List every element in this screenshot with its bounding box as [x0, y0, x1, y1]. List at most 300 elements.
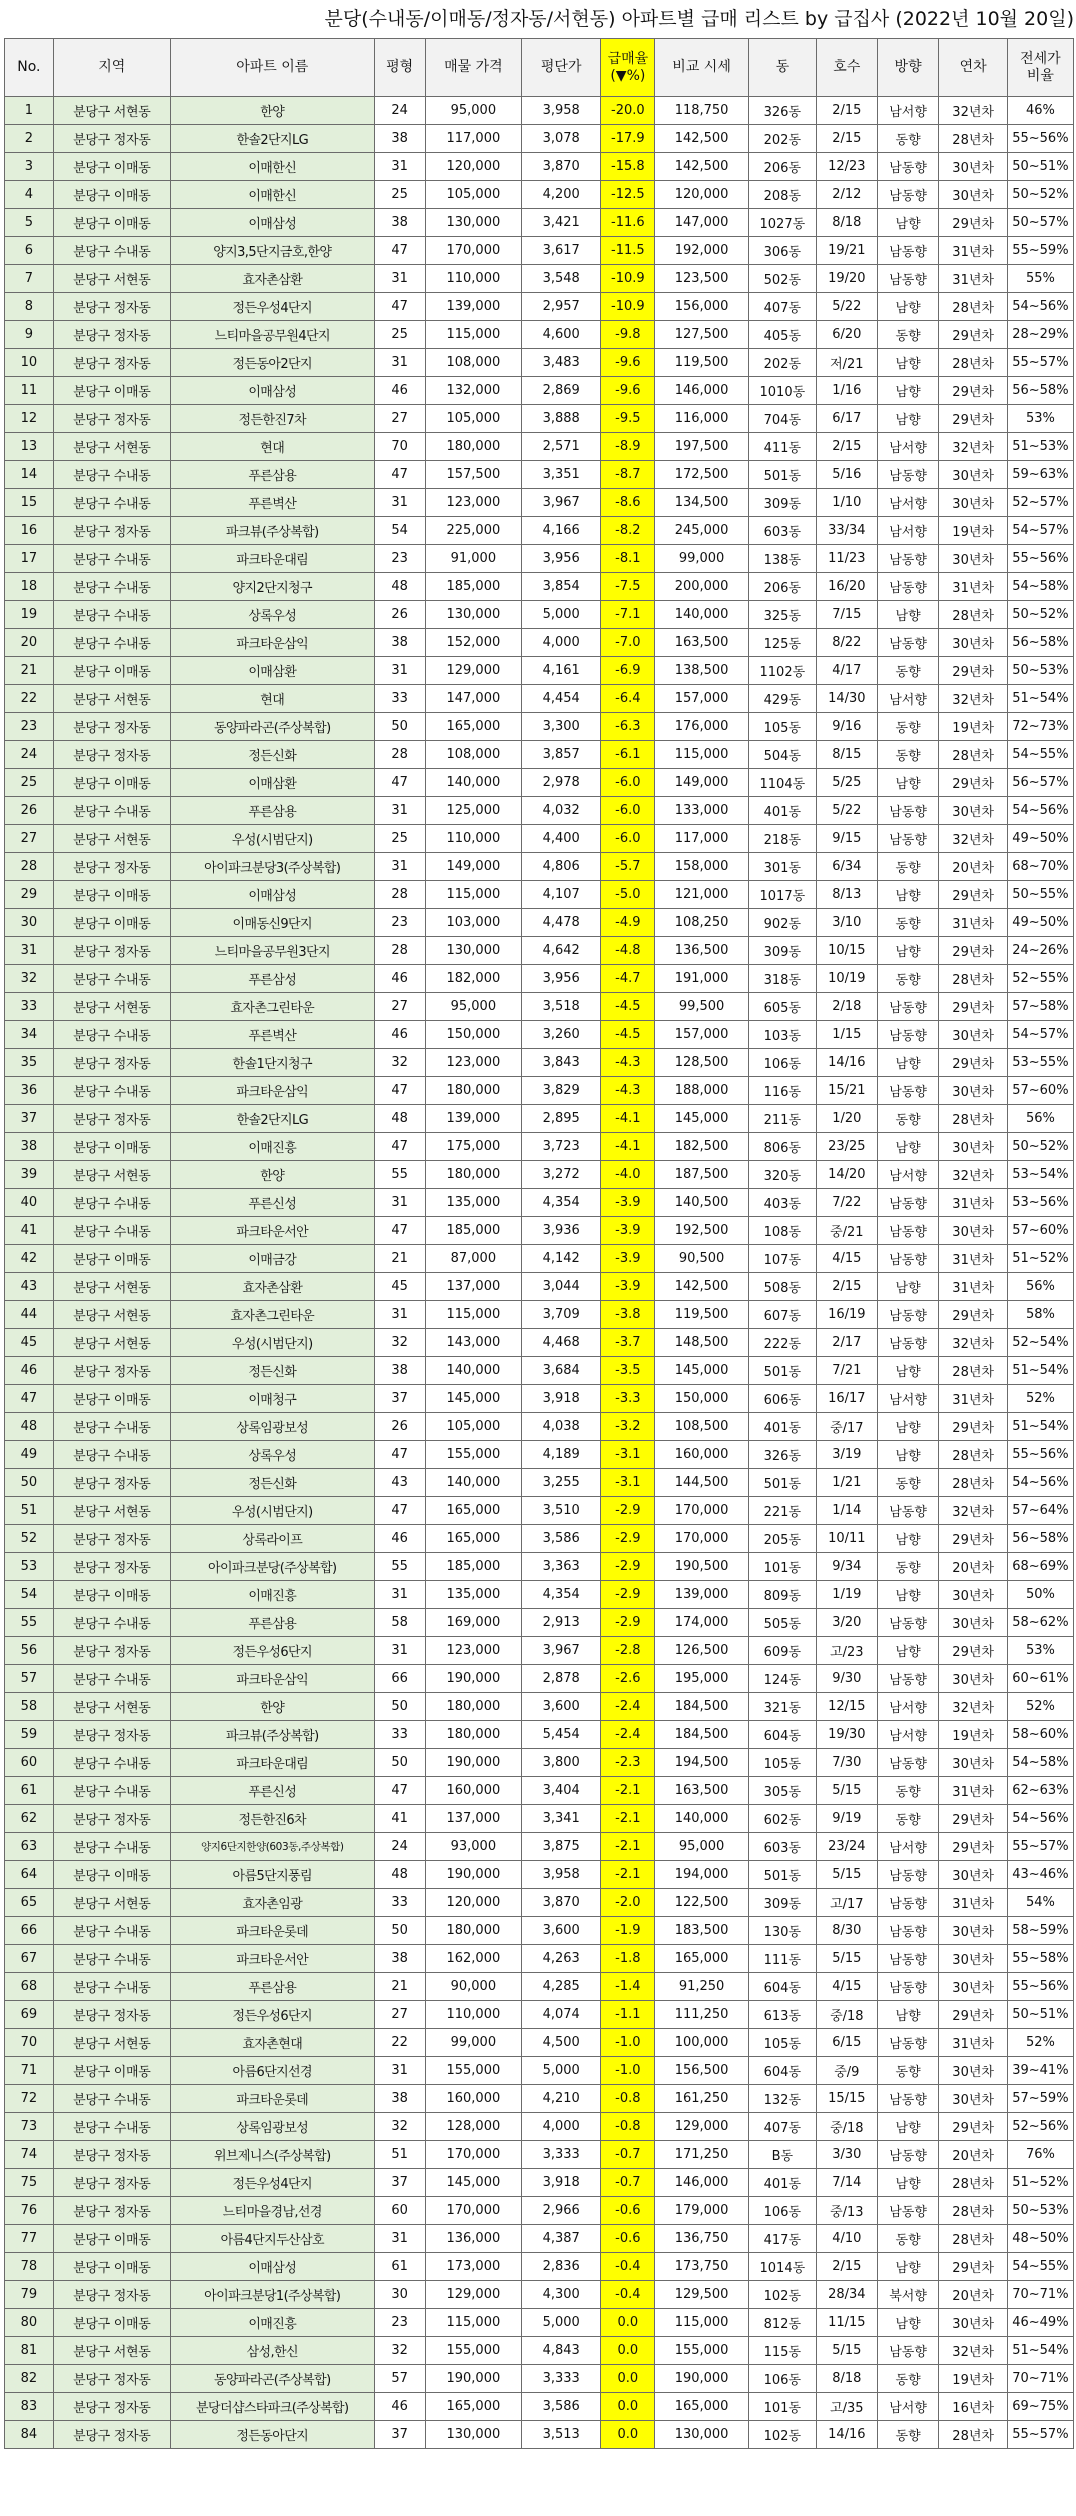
cell-pyeong: 31	[374, 2057, 425, 2085]
cell-discount-rate: -6.9	[601, 657, 655, 685]
table-row	[5, 1665, 1074, 1693]
cell-jeonse-ratio: 52%	[1007, 1385, 1073, 1413]
cell-price-per-pyeong: 4,500	[522, 2029, 601, 2057]
cell-price: 132,000	[425, 377, 521, 405]
cell-direction: 남동향	[877, 1329, 939, 1357]
cell-age: 31년차	[939, 573, 1007, 601]
cell-no: 24	[5, 741, 54, 769]
cell-apartment-name: 현대	[170, 685, 374, 713]
cell-building: 505동	[748, 1609, 816, 1637]
cell-building: 218동	[748, 825, 816, 853]
cell-market-price: 99,500	[655, 993, 748, 1021]
table-row	[5, 1833, 1074, 1861]
cell-discount-rate: -11.6	[601, 209, 655, 237]
cell-price: 180,000	[425, 1721, 521, 1749]
cell-apartment-name: 정든우성6단지	[170, 1637, 374, 1665]
cell-unit: 2/17	[816, 1329, 877, 1357]
cell-market-price: 155,000	[655, 2337, 748, 2365]
cell-building: 326동	[748, 1441, 816, 1469]
cell-direction: 남서향	[877, 1161, 939, 1189]
cell-price-per-pyeong: 3,483	[522, 349, 601, 377]
cell-discount-rate: -12.5	[601, 181, 655, 209]
cell-age: 30년차	[939, 153, 1007, 181]
cell-market-price: 129,000	[655, 2113, 748, 2141]
cell-no: 61	[5, 1777, 54, 1805]
cell-discount-rate: -2.4	[601, 1693, 655, 1721]
cell-jeonse-ratio: 50~55%	[1007, 881, 1073, 909]
cell-region: 분당구 정자동	[53, 1105, 170, 1133]
cell-discount-rate: -17.9	[601, 125, 655, 153]
cell-direction: 남동향	[877, 573, 939, 601]
cell-price-per-pyeong: 3,272	[522, 1161, 601, 1189]
cell-no: 72	[5, 2085, 54, 2113]
cell-apartment-name: 푸른삼용	[170, 1609, 374, 1637]
cell-apartment-name: 푸른벽산	[170, 1021, 374, 1049]
cell-direction: 남향	[877, 349, 939, 377]
cell-price: 147,000	[425, 685, 521, 713]
cell-market-price: 170,000	[655, 1497, 748, 1525]
cell-discount-rate: -2.1	[601, 1805, 655, 1833]
cell-building: 602동	[748, 1805, 816, 1833]
cell-market-price: 156,000	[655, 293, 748, 321]
cell-building: 211동	[748, 1105, 816, 1133]
cell-direction: 남서향	[877, 1693, 939, 1721]
cell-age: 32년차	[939, 2337, 1007, 2365]
cell-apartment-name: 파크타운삼익	[170, 1665, 374, 1693]
cell-price-per-pyeong: 3,078	[522, 125, 601, 153]
cell-region: 분당구 이매동	[53, 2057, 170, 2085]
cell-region: 분당구 정자동	[53, 1525, 170, 1553]
cell-region: 분당구 이매동	[53, 2309, 170, 2337]
cell-price-per-pyeong: 4,806	[522, 853, 601, 881]
cell-region: 분당구 이매동	[53, 181, 170, 209]
cell-region: 분당구 이매동	[53, 1581, 170, 1609]
cell-price-per-pyeong: 5,000	[522, 601, 601, 629]
table-row	[5, 1385, 1074, 1413]
cell-discount-rate: 0.0	[601, 2337, 655, 2365]
cell-age: 28년차	[939, 1441, 1007, 1469]
cell-discount-rate: -10.9	[601, 293, 655, 321]
table-row	[5, 1693, 1074, 1721]
cell-age: 30년차	[939, 1133, 1007, 1161]
cell-price-per-pyeong: 4,600	[522, 321, 601, 349]
cell-region: 분당구 정자동	[53, 713, 170, 741]
cell-apartment-name: 이매한신	[170, 181, 374, 209]
cell-building: 508동	[748, 1273, 816, 1301]
table-row	[5, 881, 1074, 909]
cell-price-per-pyeong: 2,869	[522, 377, 601, 405]
cell-unit: 5/15	[816, 1777, 877, 1805]
header-apartment-name: 아파트 이름	[170, 39, 374, 97]
cell-age: 30년차	[939, 181, 1007, 209]
cell-discount-rate: -1.1	[601, 2001, 655, 2029]
cell-age: 29년차	[939, 881, 1007, 909]
cell-market-price: 190,000	[655, 2365, 748, 2393]
cell-direction: 남동향	[877, 1889, 939, 1917]
cell-building: 222동	[748, 1329, 816, 1357]
cell-jeonse-ratio: 53%	[1007, 1637, 1073, 1665]
cell-unit: 2/15	[816, 1273, 877, 1301]
cell-age: 30년차	[939, 1973, 1007, 2001]
cell-pyeong: 23	[374, 2309, 425, 2337]
cell-market-price: 172,500	[655, 461, 748, 489]
cell-price-per-pyeong: 4,263	[522, 1945, 601, 1973]
cell-region: 분당구 서현동	[53, 685, 170, 713]
cell-age: 28년차	[939, 965, 1007, 993]
cell-pyeong: 27	[374, 405, 425, 433]
cell-jeonse-ratio: 50~53%	[1007, 2197, 1073, 2225]
cell-region: 분당구 수내동	[53, 797, 170, 825]
cell-building: 401동	[748, 2169, 816, 2197]
table-row	[5, 1217, 1074, 1245]
table-row	[5, 349, 1074, 377]
cell-discount-rate: -15.8	[601, 153, 655, 181]
cell-building: 301동	[748, 853, 816, 881]
cell-region: 분당구 수내동	[53, 237, 170, 265]
cell-age: 30년차	[939, 797, 1007, 825]
cell-unit: 2/15	[816, 2253, 877, 2281]
cell-discount-rate: -2.9	[601, 1525, 655, 1553]
cell-market-price: 149,000	[655, 769, 748, 797]
cell-price: 150,000	[425, 1021, 521, 1049]
cell-building: 606동	[748, 1385, 816, 1413]
cell-market-price: 176,000	[655, 713, 748, 741]
cell-no: 18	[5, 573, 54, 601]
cell-market-price: 158,000	[655, 853, 748, 881]
cell-market-price: 127,500	[655, 321, 748, 349]
cell-unit: 2/12	[816, 181, 877, 209]
cell-age: 32년차	[939, 1329, 1007, 1357]
cell-discount-rate: -20.0	[601, 97, 655, 125]
cell-pyeong: 37	[374, 1385, 425, 1413]
cell-region: 분당구 수내동	[53, 1077, 170, 1105]
cell-building: 411동	[748, 433, 816, 461]
cell-unit: 10/15	[816, 937, 877, 965]
cell-no: 2	[5, 125, 54, 153]
cell-no: 4	[5, 181, 54, 209]
cell-pyeong: 47	[374, 769, 425, 797]
table-row	[5, 965, 1074, 993]
cell-unit: 5/15	[816, 2337, 877, 2365]
cell-market-price: 195,000	[655, 1665, 748, 1693]
cell-price-per-pyeong: 3,888	[522, 405, 601, 433]
cell-market-price: 123,500	[655, 265, 748, 293]
cell-discount-rate: -8.6	[601, 489, 655, 517]
cell-direction: 남향	[877, 209, 939, 237]
cell-pyeong: 24	[374, 97, 425, 125]
cell-direction: 남동향	[877, 797, 939, 825]
cell-price: 165,000	[425, 713, 521, 741]
cell-price: 140,000	[425, 1357, 521, 1385]
cell-unit: 2/15	[816, 433, 877, 461]
cell-price: 140,000	[425, 769, 521, 797]
cell-unit: 7/30	[816, 1749, 877, 1777]
cell-direction: 남향	[877, 937, 939, 965]
cell-region: 분당구 수내동	[53, 1021, 170, 1049]
cell-age: 30년차	[939, 1749, 1007, 1777]
cell-price: 185,000	[425, 573, 521, 601]
cell-building: 111동	[748, 1945, 816, 1973]
table-row	[5, 461, 1074, 489]
cell-price: 130,000	[425, 2421, 521, 2449]
cell-discount-rate: -3.1	[601, 1441, 655, 1469]
cell-region: 분당구 서현동	[53, 1693, 170, 1721]
header-jeonse-ratio: 전세가 비율	[1007, 39, 1073, 97]
cell-price-per-pyeong: 4,478	[522, 909, 601, 937]
cell-market-price: 184,500	[655, 1721, 748, 1749]
cell-jeonse-ratio: 50~57%	[1007, 209, 1073, 237]
cell-age: 30년차	[939, 545, 1007, 573]
cell-discount-rate: -0.4	[601, 2281, 655, 2309]
cell-pyeong: 58	[374, 1609, 425, 1637]
cell-discount-rate: -8.7	[601, 461, 655, 489]
cell-region: 분당구 정자동	[53, 1637, 170, 1665]
cell-discount-rate: -3.3	[601, 1385, 655, 1413]
cell-age: 32년차	[939, 825, 1007, 853]
cell-price: 140,000	[425, 1469, 521, 1497]
cell-jeonse-ratio: 53~55%	[1007, 1049, 1073, 1077]
cell-apartment-name: 정든신화	[170, 1357, 374, 1385]
cell-price: 137,000	[425, 1805, 521, 1833]
cell-price-per-pyeong: 4,000	[522, 2113, 601, 2141]
cell-pyeong: 46	[374, 1525, 425, 1553]
cell-apartment-name: 아이파크분당1(주상복합)	[170, 2281, 374, 2309]
cell-price-per-pyeong: 5,000	[522, 2057, 601, 2085]
cell-discount-rate: -0.6	[601, 2225, 655, 2253]
cell-jeonse-ratio: 58~59%	[1007, 1917, 1073, 1945]
cell-pyeong: 38	[374, 1357, 425, 1385]
cell-price-per-pyeong: 4,400	[522, 825, 601, 853]
cell-unit: 4/10	[816, 2225, 877, 2253]
cell-price: 139,000	[425, 293, 521, 321]
cell-building: 306동	[748, 237, 816, 265]
cell-building: 407동	[748, 2113, 816, 2141]
cell-unit: 23/24	[816, 1833, 877, 1861]
table-row	[5, 1805, 1074, 1833]
cell-pyeong: 38	[374, 125, 425, 153]
cell-discount-rate: -6.1	[601, 741, 655, 769]
cell-direction: 남향	[877, 1133, 939, 1161]
cell-building: 1014동	[748, 2253, 816, 2281]
cell-price-per-pyeong: 2,966	[522, 2197, 601, 2225]
cell-price: 99,000	[425, 2029, 521, 2057]
cell-price-per-pyeong: 3,967	[522, 489, 601, 517]
cell-region: 분당구 서현동	[53, 825, 170, 853]
cell-unit: 5/22	[816, 797, 877, 825]
cell-region: 분당구 수내동	[53, 2113, 170, 2141]
cell-direction: 남향	[877, 405, 939, 433]
cell-no: 13	[5, 433, 54, 461]
cell-region: 분당구 정자동	[53, 2365, 170, 2393]
cell-pyeong: 21	[374, 1973, 425, 2001]
cell-direction: 남향	[877, 2001, 939, 2029]
cell-age: 29년차	[939, 1525, 1007, 1553]
cell-no: 42	[5, 1245, 54, 1273]
cell-market-price: 165,000	[655, 1945, 748, 1973]
cell-discount-rate: -2.9	[601, 1553, 655, 1581]
cell-discount-rate: -1.0	[601, 2029, 655, 2057]
cell-discount-rate: -4.3	[601, 1077, 655, 1105]
cell-no: 45	[5, 1329, 54, 1357]
cell-market-price: 200,000	[655, 573, 748, 601]
cell-age: 28년차	[939, 1357, 1007, 1385]
cell-apartment-name: 한솔2단지LG	[170, 125, 374, 153]
cell-region: 분당구 서현동	[53, 1301, 170, 1329]
cell-pyeong: 31	[374, 349, 425, 377]
table-row	[5, 2337, 1074, 2365]
cell-age: 28년차	[939, 1469, 1007, 1497]
cell-jeonse-ratio: 58%	[1007, 1301, 1073, 1329]
cell-building: 206동	[748, 153, 816, 181]
cell-market-price: 173,750	[655, 2253, 748, 2281]
cell-discount-rate: -4.9	[601, 909, 655, 937]
cell-jeonse-ratio: 51~54%	[1007, 2337, 1073, 2365]
cell-price: 160,000	[425, 2085, 521, 2113]
cell-region: 분당구 서현동	[53, 265, 170, 293]
cell-age: 19년차	[939, 517, 1007, 545]
cell-age: 31년차	[939, 909, 1007, 937]
table-row	[5, 657, 1074, 685]
cell-direction: 남서향	[877, 1833, 939, 1861]
cell-building: 1102동	[748, 657, 816, 685]
cell-unit: 1/15	[816, 1021, 877, 1049]
cell-no: 50	[5, 1469, 54, 1497]
cell-price: 152,000	[425, 629, 521, 657]
table-row	[5, 545, 1074, 573]
cell-market-price: 140,000	[655, 1805, 748, 1833]
cell-pyeong: 30	[374, 2281, 425, 2309]
header-market-price: 비교 시세	[655, 39, 748, 97]
table-row	[5, 2141, 1074, 2169]
cell-building: 401동	[748, 1413, 816, 1441]
cell-age: 29년차	[939, 2001, 1007, 2029]
cell-age: 29년차	[939, 1049, 1007, 1077]
cell-discount-rate: -3.2	[601, 1413, 655, 1441]
cell-market-price: 115,000	[655, 2309, 748, 2337]
cell-apartment-name: 푸른벽산	[170, 489, 374, 517]
cell-unit: 14/30	[816, 685, 877, 713]
cell-apartment-name: 푸른삼용	[170, 797, 374, 825]
cell-age: 32년차	[939, 433, 1007, 461]
cell-apartment-name: 아이파크분당(주상복합)	[170, 1553, 374, 1581]
cell-unit: 고/17	[816, 1889, 877, 1917]
cell-region: 분당구 정자동	[53, 853, 170, 881]
cell-pyeong: 41	[374, 1805, 425, 1833]
cell-discount-rate: -7.1	[601, 601, 655, 629]
cell-pyeong: 28	[374, 937, 425, 965]
listing-table	[4, 38, 1074, 2449]
cell-direction: 동향	[877, 713, 939, 741]
cell-building: 318동	[748, 965, 816, 993]
cell-price: 170,000	[425, 237, 521, 265]
cell-unit: 14/16	[816, 2421, 877, 2449]
cell-pyeong: 43	[374, 1469, 425, 1497]
cell-apartment-name: 푸른삼용	[170, 1973, 374, 2001]
cell-discount-rate: -3.5	[601, 1357, 655, 1385]
cell-no: 82	[5, 2365, 54, 2393]
cell-unit: 5/22	[816, 293, 877, 321]
cell-discount-rate: -2.8	[601, 1637, 655, 1665]
cell-price-per-pyeong: 3,513	[522, 2421, 601, 2449]
cell-no: 52	[5, 1525, 54, 1553]
cell-jeonse-ratio: 50~52%	[1007, 181, 1073, 209]
cell-pyeong: 32	[374, 1049, 425, 1077]
cell-age: 31년차	[939, 1273, 1007, 1301]
cell-discount-rate: -2.9	[601, 1581, 655, 1609]
cell-pyeong: 25	[374, 321, 425, 349]
cell-building: 1010동	[748, 377, 816, 405]
cell-market-price: 117,000	[655, 825, 748, 853]
cell-region: 분당구 이매동	[53, 2253, 170, 2281]
cell-building: 108동	[748, 1217, 816, 1245]
cell-price: 136,000	[425, 2225, 521, 2253]
cell-apartment-name: 상록임광보성	[170, 2113, 374, 2141]
cell-direction: 남동향	[877, 2141, 939, 2169]
cell-pyeong: 26	[374, 1413, 425, 1441]
cell-apartment-name: 정든동아단지	[170, 2421, 374, 2449]
cell-jeonse-ratio: 57~58%	[1007, 993, 1073, 1021]
table-row	[5, 2309, 1074, 2337]
cell-region: 분당구 정자동	[53, 2141, 170, 2169]
cell-direction: 남서향	[877, 517, 939, 545]
cell-jeonse-ratio: 51~54%	[1007, 1357, 1073, 1385]
cell-jeonse-ratio: 58~62%	[1007, 1609, 1073, 1637]
cell-direction: 남향	[877, 1525, 939, 1553]
cell-age: 29년차	[939, 405, 1007, 433]
cell-pyeong: 46	[374, 377, 425, 405]
table-row	[5, 1049, 1074, 1077]
cell-price-per-pyeong: 3,518	[522, 993, 601, 1021]
cell-no: 26	[5, 797, 54, 825]
cell-age: 29년차	[939, 993, 1007, 1021]
cell-apartment-name: 우성(시범단지)	[170, 825, 374, 853]
cell-pyeong: 33	[374, 1889, 425, 1917]
cell-price: 108,000	[425, 741, 521, 769]
cell-age: 28년차	[939, 601, 1007, 629]
cell-pyeong: 27	[374, 2001, 425, 2029]
table-row	[5, 993, 1074, 1021]
cell-discount-rate: -0.7	[601, 2141, 655, 2169]
cell-apartment-name: 파크타운삼익	[170, 1077, 374, 1105]
cell-direction: 남향	[877, 1357, 939, 1385]
cell-building: 101동	[748, 2393, 816, 2421]
cell-unit: 15/15	[816, 2085, 877, 2113]
cell-region: 분당구 수내동	[53, 1189, 170, 1217]
cell-price: 129,000	[425, 657, 521, 685]
cell-price: 185,000	[425, 1553, 521, 1581]
table-row	[5, 2057, 1074, 2085]
cell-building: 429동	[748, 685, 816, 713]
cell-price: 135,000	[425, 1189, 521, 1217]
cell-apartment-name: 이매동신9단지	[170, 909, 374, 937]
cell-region: 분당구 정자동	[53, 517, 170, 545]
cell-no: 11	[5, 377, 54, 405]
cell-building: 102동	[748, 2421, 816, 2449]
cell-building: 325동	[748, 601, 816, 629]
cell-jeonse-ratio: 50~52%	[1007, 1133, 1073, 1161]
cell-market-price: 150,000	[655, 1385, 748, 1413]
cell-market-price: 144,500	[655, 1469, 748, 1497]
cell-price-per-pyeong: 3,044	[522, 1273, 601, 1301]
cell-age: 30년차	[939, 1021, 1007, 1049]
cell-no: 78	[5, 2253, 54, 2281]
cell-building: 1104동	[748, 769, 816, 797]
cell-building: 206동	[748, 573, 816, 601]
cell-price-per-pyeong: 3,709	[522, 1301, 601, 1329]
cell-region: 분당구 수내동	[53, 965, 170, 993]
cell-price: 170,000	[425, 2141, 521, 2169]
cell-region: 분당구 정자동	[53, 741, 170, 769]
